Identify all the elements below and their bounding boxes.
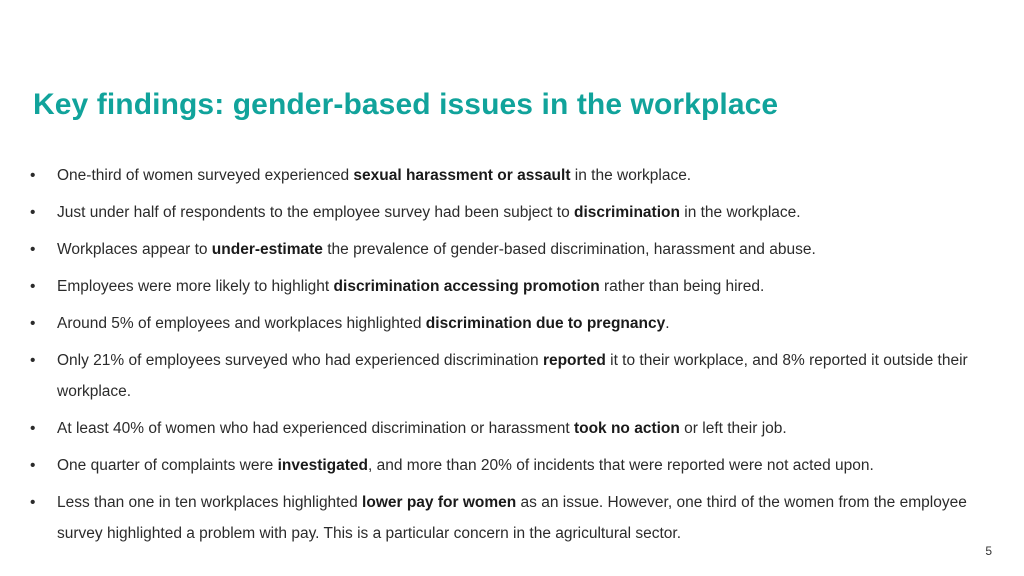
list-item — [30, 197, 995, 228]
bullet-icon: • — [30, 352, 36, 369]
bullet-text-bold: investigated — [277, 457, 369, 474]
bullet-text-bold: reported — [542, 352, 606, 369]
bullet-text-pre: Only 21% of employees surveyed who had experienced discrimination — [57, 352, 543, 369]
bullet-text-pre: One-third of women surveyed experienced — [57, 167, 354, 184]
bullet-text-pre: Less than one in ten workplaces highlighted — [57, 494, 363, 511]
list-item — [30, 450, 995, 481]
bullet-text-bold: lower pay for women — [362, 494, 517, 511]
bullet-icon: • — [30, 420, 36, 437]
bullet-text-pre: Workplaces appear to — [57, 241, 212, 258]
bullet-text-post: , and more than 20% of incidents that were reported were not acted upon. — [368, 457, 874, 474]
bullet-text-bold: sexual harassment or assault — [353, 167, 571, 184]
list-item — [30, 234, 995, 265]
list-item — [30, 345, 995, 407]
list-item — [30, 308, 995, 339]
bullet-text-post: as an issue. However, one third of the women from the employee survey highlighted a problem with pay. This is a particular concern in the agricultural sector. — [57, 494, 967, 542]
bullet-text-post: or left their job. — [679, 420, 787, 437]
bullet-text-post: in the workplace. — [679, 204, 801, 221]
bullet-text-pre: Around 5% of employees and workplaces highlighted — [57, 315, 426, 332]
bullet-text-post: in the workplace. — [570, 167, 692, 184]
list-item — [30, 487, 995, 549]
bullet-text-bold: discrimination due to pregnancy — [425, 315, 666, 332]
bullet-icon: • — [30, 457, 36, 474]
key-findings-list — [30, 160, 995, 555]
bullet-text-post: . — [665, 315, 670, 332]
bullet-text-bold: under-estimate — [211, 241, 323, 258]
page-number: 5 — [985, 544, 992, 558]
bullet-icon: • — [30, 494, 36, 511]
bullet-icon: • — [30, 167, 36, 184]
bullet-icon: • — [30, 278, 36, 295]
list-item — [30, 413, 995, 444]
slide-title: Key findings: gender-based issues in the workplace — [33, 88, 779, 121]
bullet-text-pre: Employees were more likely to highlight — [57, 278, 334, 295]
bullet-text-post: the prevalence of gender-based discrimination, harassment and abuse. — [322, 241, 816, 258]
bullet-icon: • — [30, 204, 36, 221]
list-item — [30, 271, 995, 302]
bullet-text-bold: discrimination — [574, 204, 680, 221]
bullet-text-bold: discrimination accessing promotion — [333, 278, 600, 295]
bullet-text-bold: took no action — [573, 420, 680, 437]
bullet-text-post: it to their workplace, and 8% reported it outside their workplace. — [57, 352, 968, 400]
list-item — [30, 160, 995, 191]
bullet-text-post: rather than being hired. — [599, 278, 765, 295]
bullet-icon: • — [30, 315, 36, 332]
bullet-text-pre: Just under half of respondents to the employee survey had been subject to — [57, 204, 574, 221]
bullet-icon: • — [30, 241, 36, 258]
bullet-text-pre: At least 40% of women who had experienced discrimination or harassment — [57, 420, 574, 437]
bullet-text-pre: One quarter of complaints were — [57, 457, 278, 474]
